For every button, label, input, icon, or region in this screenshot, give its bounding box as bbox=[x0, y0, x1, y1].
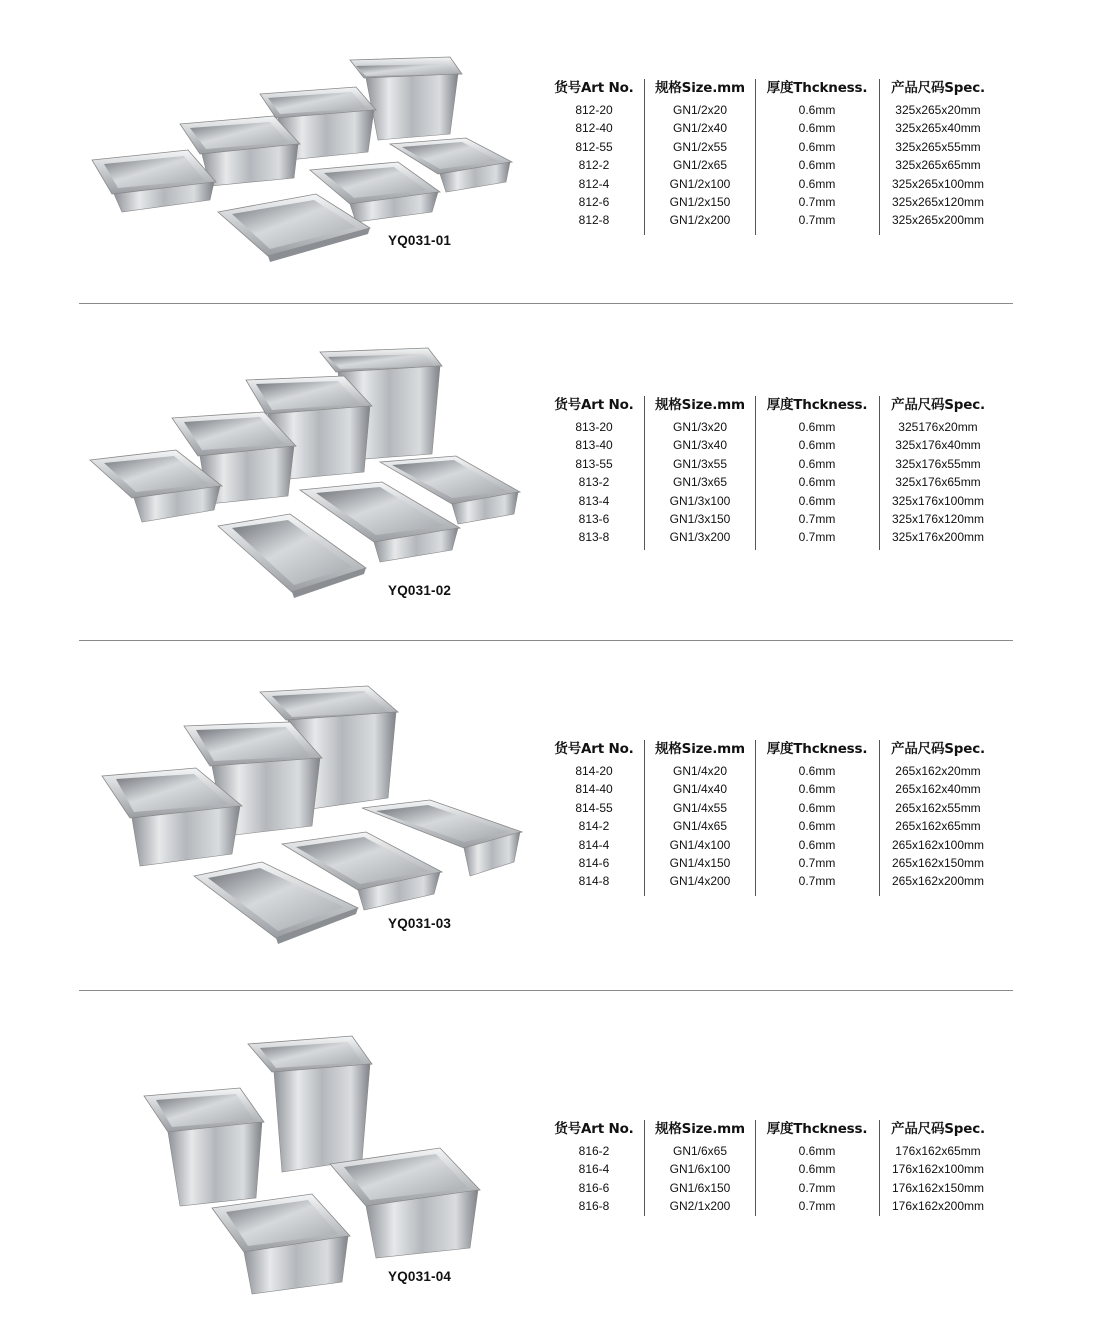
thickness-header: 厚度Thckness. bbox=[766, 80, 868, 96]
column-divider bbox=[644, 740, 645, 896]
thickness-column bbox=[759, 79, 875, 230]
size-header: 规格Size.mm bbox=[655, 1121, 745, 1137]
table-cell: GN1/2x200 bbox=[669, 213, 731, 228]
table-cell: GN1/4x40 bbox=[672, 782, 728, 797]
table-cell: 0.7mm bbox=[798, 1199, 836, 1214]
table-cell: GN1/4x150 bbox=[669, 855, 731, 870]
table-cell: 813-20 bbox=[575, 420, 613, 434]
table-cell: GN1/2x55 bbox=[672, 139, 728, 154]
table-cell: 0.7mm bbox=[798, 874, 836, 889]
table-cell: 325x265x20mm bbox=[895, 103, 981, 117]
product-code: YQ031-02 bbox=[388, 583, 452, 598]
table-cell: GN1/3x20 bbox=[672, 420, 728, 434]
table-cell: 813-2 bbox=[578, 475, 610, 490]
table-cell: 0.6mm bbox=[798, 103, 836, 117]
table-cell: 814-4 bbox=[578, 837, 610, 852]
art-no-column bbox=[548, 79, 640, 230]
table-cell: GN1/2x20 bbox=[672, 103, 728, 117]
table-cell: 812-20 bbox=[575, 103, 613, 117]
table-cell: 0.6mm bbox=[798, 176, 836, 191]
table-cell: 265x162x40mm bbox=[895, 782, 981, 797]
column-divider bbox=[879, 1120, 880, 1216]
table-cell: 812-55 bbox=[575, 139, 613, 154]
spec-column bbox=[882, 1120, 994, 1216]
size-column bbox=[648, 1120, 752, 1216]
table-cell: 812-4 bbox=[578, 176, 610, 191]
table-cell: GN1/4x55 bbox=[672, 800, 728, 815]
size-column bbox=[648, 79, 752, 230]
spec-column bbox=[882, 79, 994, 230]
gastronorm-pans-third-image bbox=[88, 346, 548, 606]
table-cell: 325x176x100mm bbox=[891, 493, 985, 508]
table-cell: 0.6mm bbox=[798, 475, 836, 490]
table-cell: GN1/3x100 bbox=[669, 493, 731, 508]
table-cell: 325x176x200mm bbox=[891, 530, 985, 545]
section-divider bbox=[79, 640, 1013, 641]
column-divider bbox=[755, 396, 756, 550]
table-cell: 325x265x65mm bbox=[895, 158, 981, 173]
size-column bbox=[648, 740, 752, 891]
table-cell: 176x162x150mm bbox=[891, 1180, 985, 1195]
table-cell: GN1/4x65 bbox=[672, 819, 728, 834]
table-cell: 0.7mm bbox=[798, 194, 836, 209]
table-cell: 813-6 bbox=[578, 511, 610, 526]
table-cell: 265x162x200mm bbox=[891, 874, 985, 889]
art-no-column bbox=[548, 1120, 640, 1216]
section-divider bbox=[79, 303, 1013, 304]
table-cell: 812-8 bbox=[578, 213, 610, 228]
table-cell: 0.7mm bbox=[798, 530, 836, 545]
section-divider bbox=[79, 990, 1013, 991]
table-cell: 265x162x150mm bbox=[891, 855, 985, 870]
table-cell: 0.6mm bbox=[798, 121, 836, 136]
gastronorm-pans-quarter-image bbox=[100, 682, 530, 952]
spec-header: 产品尺码Spec. bbox=[891, 397, 985, 413]
table-cell: 265x162x20mm bbox=[895, 764, 981, 778]
table-cell: 325x265x40mm bbox=[895, 121, 981, 136]
table-cell: 814-20 bbox=[575, 764, 613, 778]
table-cell: GN1/6x65 bbox=[672, 1144, 728, 1158]
table-cell: 812-6 bbox=[578, 194, 610, 209]
art-no-header: 货号Art No. bbox=[554, 741, 634, 757]
table-cell: 0.6mm bbox=[798, 438, 836, 453]
table-cell: 325x265x55mm bbox=[895, 139, 981, 154]
art-no-column bbox=[548, 396, 640, 547]
table-cell: 814-40 bbox=[575, 782, 613, 797]
table-cell: GN2/1x200 bbox=[669, 1199, 731, 1214]
column-divider bbox=[644, 79, 645, 235]
table-cell: 325x176x40mm bbox=[895, 438, 981, 453]
table-cell: 0.6mm bbox=[798, 800, 836, 815]
column-divider bbox=[644, 396, 645, 550]
table-cell: 816-8 bbox=[578, 1199, 610, 1214]
table-cell: 816-2 bbox=[578, 1144, 610, 1158]
thickness-column bbox=[759, 740, 875, 891]
thickness-header: 厚度Thckness. bbox=[766, 741, 868, 757]
table-cell: 0.6mm bbox=[798, 158, 836, 173]
table-cell: 813-8 bbox=[578, 530, 610, 545]
table-cell: 0.7mm bbox=[798, 511, 836, 526]
gastronorm-pans-half-image bbox=[88, 52, 548, 267]
column-divider bbox=[644, 1120, 645, 1216]
table-cell: 0.6mm bbox=[798, 493, 836, 508]
column-divider bbox=[879, 79, 880, 235]
table-cell: 325176x20mm bbox=[898, 420, 978, 434]
table-cell: 0.6mm bbox=[798, 764, 836, 778]
table-cell: 814-2 bbox=[578, 819, 610, 834]
table-cell: 0.6mm bbox=[798, 1162, 836, 1177]
table-cell: 0.6mm bbox=[798, 420, 836, 434]
table-cell: 816-4 bbox=[578, 1162, 610, 1177]
table-cell: GN1/4x20 bbox=[672, 764, 728, 778]
thickness-column bbox=[759, 1120, 875, 1216]
table-cell: 813-4 bbox=[578, 493, 610, 508]
product-section-4 bbox=[0, 1000, 1109, 1330]
product-section-3 bbox=[0, 648, 1109, 983]
table-cell: GN1/3x65 bbox=[672, 475, 728, 490]
table-cell: 814-55 bbox=[575, 800, 613, 815]
product-code: YQ031-01 bbox=[388, 233, 452, 248]
spec-header: 产品尺码Spec. bbox=[891, 80, 985, 96]
product-section-1 bbox=[0, 0, 1109, 300]
table-cell: 176x162x65mm bbox=[895, 1144, 981, 1158]
art-no-header: 货号Art No. bbox=[554, 80, 634, 96]
column-divider bbox=[755, 79, 756, 235]
table-cell: 814-8 bbox=[578, 874, 610, 889]
table-cell: GN1/3x150 bbox=[669, 511, 731, 526]
column-divider bbox=[879, 396, 880, 550]
table-cell: GN1/2x100 bbox=[669, 176, 731, 191]
table-cell: 325x265x200mm bbox=[891, 213, 985, 228]
table-cell: 814-6 bbox=[578, 855, 610, 870]
table-cell: 265x162x65mm bbox=[895, 819, 981, 834]
table-cell: GN1/3x55 bbox=[672, 456, 728, 471]
table-cell: 812-40 bbox=[575, 121, 613, 136]
size-header: 规格Size.mm bbox=[655, 397, 745, 413]
gastronorm-pans-sixth-image bbox=[140, 1030, 490, 1300]
table-cell: 812-2 bbox=[578, 158, 610, 173]
table-cell: GN1/4x100 bbox=[669, 837, 731, 852]
table-cell: 0.6mm bbox=[798, 837, 836, 852]
size-column bbox=[648, 396, 752, 547]
column-divider bbox=[755, 740, 756, 896]
table-cell: 813-40 bbox=[575, 438, 613, 453]
table-cell: GN1/4x200 bbox=[669, 874, 731, 889]
size-header: 规格Size.mm bbox=[655, 741, 745, 757]
table-cell: 0.7mm bbox=[798, 213, 836, 228]
product-section-2 bbox=[0, 310, 1109, 635]
spec-column bbox=[882, 396, 994, 547]
column-divider bbox=[879, 740, 880, 896]
table-cell: GN1/3x40 bbox=[672, 438, 728, 453]
table-cell: 325x265x120mm bbox=[891, 194, 985, 209]
column-divider bbox=[755, 1120, 756, 1216]
product-code: YQ031-03 bbox=[388, 916, 452, 931]
table-cell: 813-55 bbox=[575, 456, 613, 471]
table-cell: 0.6mm bbox=[798, 819, 836, 834]
table-cell: GN1/2x40 bbox=[672, 121, 728, 136]
table-cell: 325x176x55mm bbox=[895, 456, 981, 471]
table-cell: GN1/2x150 bbox=[669, 194, 731, 209]
table-cell: 325x176x120mm bbox=[891, 511, 985, 526]
art-no-header: 货号Art No. bbox=[554, 1121, 634, 1137]
table-cell: 265x162x55mm bbox=[895, 800, 981, 815]
size-header: 规格Size.mm bbox=[655, 80, 745, 96]
spec-column bbox=[882, 740, 994, 891]
table-cell: 325x176x65mm bbox=[895, 475, 981, 490]
table-cell: GN1/3x200 bbox=[669, 530, 731, 545]
thickness-column bbox=[759, 396, 875, 547]
table-cell: 0.6mm bbox=[798, 139, 836, 154]
table-cell: 0.6mm bbox=[798, 1144, 836, 1158]
table-cell: 325x265x100mm bbox=[891, 176, 985, 191]
table-cell: 0.6mm bbox=[798, 782, 836, 797]
spec-header: 产品尺码Spec. bbox=[891, 1121, 985, 1137]
table-cell: 265x162x100mm bbox=[891, 837, 985, 852]
table-cell: 816-6 bbox=[578, 1180, 610, 1195]
table-cell: GN1/6x150 bbox=[669, 1180, 731, 1195]
table-cell: 176x162x100mm bbox=[891, 1162, 985, 1177]
table-cell: 176x162x200mm bbox=[891, 1199, 985, 1214]
product-code: YQ031-04 bbox=[388, 1269, 452, 1284]
table-cell: GN1/2x65 bbox=[672, 158, 728, 173]
table-cell: 0.7mm bbox=[798, 1180, 836, 1195]
thickness-header: 厚度Thckness. bbox=[766, 1121, 868, 1137]
thickness-header: 厚度Thckness. bbox=[766, 397, 868, 413]
table-cell: 0.6mm bbox=[798, 456, 836, 471]
spec-header: 产品尺码Spec. bbox=[891, 741, 985, 757]
table-cell: 0.7mm bbox=[798, 855, 836, 870]
art-no-column bbox=[548, 740, 640, 891]
table-cell: GN1/6x100 bbox=[669, 1162, 731, 1177]
art-no-header: 货号Art No. bbox=[554, 397, 634, 413]
